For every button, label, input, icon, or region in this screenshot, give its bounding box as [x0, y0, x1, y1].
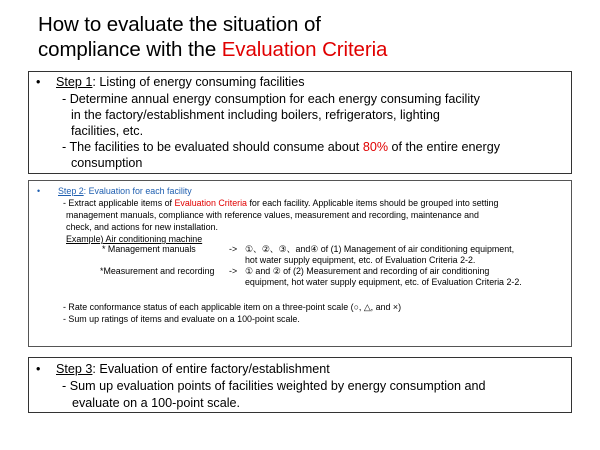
- page-title: [38, 12, 387, 62]
- step1-item2-prefix: - The facilities to be evaluated should consume about: [62, 140, 363, 154]
- step2-ex1-label: * Management manuals: [102, 244, 196, 254]
- step2-line2: management manuals, compliance with reference values, measurement and recording, maintenance and: [66, 210, 479, 220]
- step3-heading: [56, 361, 330, 378]
- step3-heading-text: : Evaluation of entire factory/establishment: [92, 362, 330, 376]
- step1-box: [28, 71, 572, 174]
- step1-item2-suffix: of the entire energy: [388, 140, 501, 154]
- step2-line1-highlight: Evaluation Criteria: [174, 198, 247, 208]
- step2-heading-text: : Evaluation for each facility: [83, 186, 192, 196]
- step3-box: [28, 357, 572, 413]
- step2-label: Step 2: [58, 186, 84, 196]
- title-prefix: compliance with the: [38, 38, 222, 61]
- step2-ex1-text: ①、②、③、and④ of (1) Management of air conditioning equipment,: [245, 244, 515, 254]
- step2-sum-line: - Sum up ratings of items and evaluate on a 100-point scale.: [63, 314, 300, 324]
- step3-bullet: •: [36, 362, 41, 376]
- step2-ex1-arrow: ->: [229, 244, 238, 254]
- step2-line1-suffix: for each facility. Applicable items should be grouped into setting: [247, 198, 499, 208]
- step2-example-label: Example) Air conditioning machine: [66, 234, 203, 244]
- step2-line1-prefix: - Extract applicable items of: [63, 198, 175, 208]
- step2-ex2-text2: equipment, hot water supply equipment, etc. of Evaluation Criteria 2-2.: [245, 277, 522, 287]
- step1-item2-highlight: 80%: [362, 140, 389, 154]
- step1-item1-line1: - Determine annual energy consumption for each energy consuming facility: [62, 92, 480, 106]
- step1-heading-text: : Listing of energy consuming facilities: [92, 75, 305, 89]
- title-highlight: Evaluation Criteria: [221, 38, 388, 61]
- step2-heading: [58, 186, 192, 198]
- title-line-1: How to evaluate the situation of: [38, 13, 321, 36]
- step3-line1: - Sum up evaluation points of facilities weighted by energy consumption and: [62, 379, 486, 393]
- step1-item2-line1: [62, 139, 500, 156]
- step1-bullet: •: [36, 75, 41, 89]
- step1-item2-line2: consumption: [71, 156, 143, 170]
- step2-rate-line: - Rate conformance status of each applicable item on a three-point scale (○, △, and ×): [63, 302, 402, 312]
- step1-item1-line2: in the factory/establishment including boilers, refrigerators, lighting: [71, 108, 440, 122]
- step2-ex2-text: ① and ② of (2) Measurement and recording of air conditioning: [245, 266, 490, 276]
- step2-line3: check, and actions for new installation.: [66, 222, 218, 232]
- step1-heading: [56, 74, 305, 91]
- step2-line1: [63, 198, 498, 210]
- step3-label: Step 3: [56, 362, 93, 376]
- step2-ex1-text2: hot water supply equipment, etc. of Evaluation Criteria 2-2.: [245, 255, 476, 265]
- title-line-2: [38, 37, 387, 62]
- step2-ex2-label: *Measurement and recording: [100, 266, 215, 276]
- step2-bullet: •: [37, 186, 41, 196]
- step2-ex2-arrow: ->: [229, 266, 238, 276]
- step2-box: [28, 180, 572, 347]
- step1-label: Step 1: [56, 75, 93, 89]
- step3-line2: evaluate on a 100-point scale.: [72, 396, 241, 410]
- step1-item1-line3: facilities, etc.: [71, 124, 144, 138]
